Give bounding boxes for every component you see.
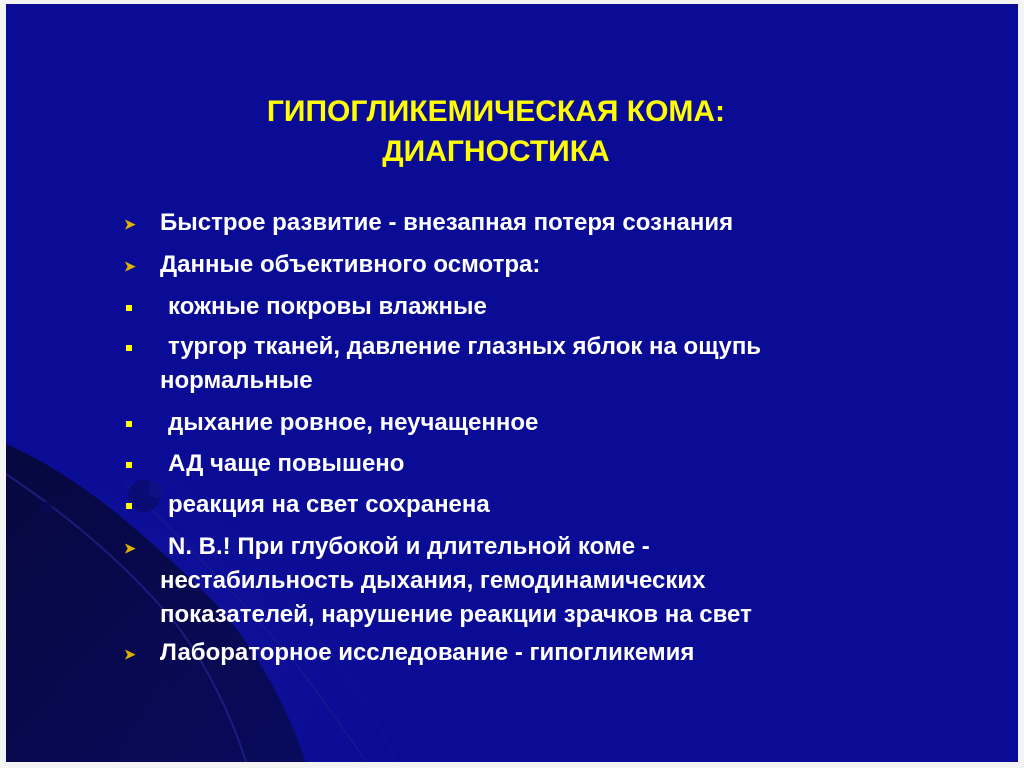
item-text: Быстрое развитие - внезапная потеря сознания <box>160 209 734 236</box>
item-text: реакция на свет сохранена <box>168 491 490 518</box>
title-line-1: ГИПОГЛИКЕМИЧЕСКАЯ КОМА: <box>266 95 726 128</box>
item-text: АД чаще повышено <box>168 450 405 477</box>
item-text-line-1: N. B.! При глубокой и длительной коме - <box>168 533 650 560</box>
list-item-breathing <box>160 406 880 440</box>
list-item-turgor <box>160 330 880 398</box>
item-text-line-2: нестабильность дыхания, гемодинамических <box>160 567 706 594</box>
arrow-bullet-icon: ➤ <box>124 216 136 232</box>
slide <box>6 4 1018 762</box>
item-text: кожные покровы влажные <box>168 293 487 320</box>
list-item-skin <box>160 290 880 324</box>
square-bullet-icon <box>124 488 144 522</box>
list-item-exam-data <box>124 248 880 282</box>
list-item-rapid-onset <box>124 206 880 240</box>
item-text: Лабораторное исследование - гипогликемия <box>160 639 695 666</box>
square-bullet-icon <box>124 290 144 324</box>
item-text-line-3: показателей, нарушение реакции зрачков на свет <box>160 601 752 628</box>
arrow-bullet-icon: ➤ <box>124 646 136 662</box>
item-text-line-1: тургор тканей, давление глазных яблок на ощупь <box>168 333 762 360</box>
item-text: дыхание ровное, неучащенное <box>168 409 539 436</box>
arrow-bullet-icon: ➤ <box>124 258 136 274</box>
item-text: Данные объективного осмотра: <box>160 251 541 278</box>
list-item-light-reaction <box>160 488 880 522</box>
square-bullet-icon <box>124 447 144 481</box>
square-bullet-icon <box>124 330 144 364</box>
square-bullet-icon <box>124 406 144 440</box>
list-item-nota-bene <box>124 530 880 632</box>
item-text-line-2: нормальные <box>160 367 313 394</box>
bullet-list <box>6 4 1018 762</box>
list-item-blood-pressure <box>160 447 880 481</box>
title-line-2: ДИАГНОСТИКА <box>382 135 610 168</box>
list-item-lab-test <box>124 636 880 670</box>
arrow-bullet-icon: ➤ <box>124 540 136 556</box>
